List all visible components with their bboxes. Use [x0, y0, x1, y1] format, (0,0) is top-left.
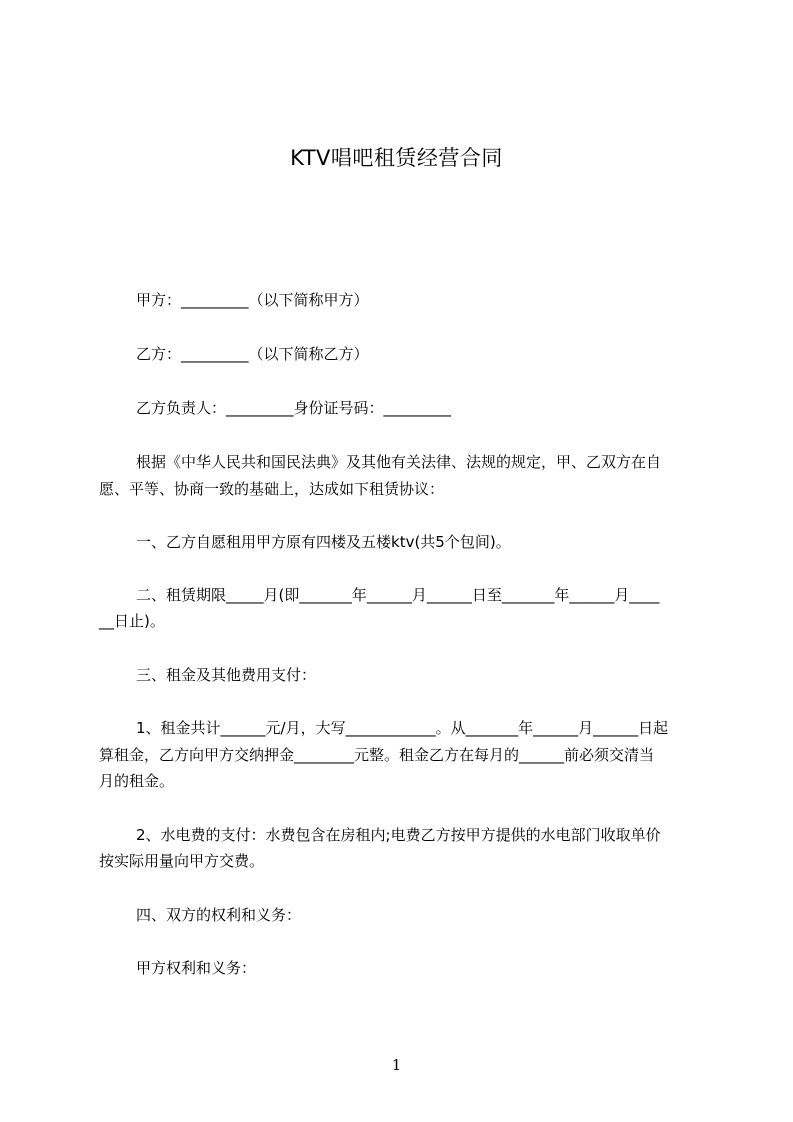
- page-number: 1: [391, 1056, 402, 1074]
- preamble-line-1: 根据《中华人民共和国民法典》及其他有关法律、法规的规定，甲、乙双方在自: [136, 453, 662, 471]
- party-a-line: 甲方：_________（以下简称甲方）: [136, 291, 369, 309]
- document-title: KTV唱吧租赁经营合同: [290, 146, 503, 170]
- clause-3-1-line-1: 1、租金共计______元/月，大写____________。从_______年______月______日起: [136, 719, 669, 737]
- clause-3-1-line-2: 算租金，乙方向甲方交纳押金________元整。租金乙方在每月的______前必须交清当: [99, 746, 655, 764]
- clause-3-2-line-1: 2、水电费的支付：水费包含在房租内;电费乙方按甲方提供的水电部门收取单价: [136, 826, 661, 844]
- clause-2-line-1: 二、租赁期限_____月(即_______年______月______日至_______年______月____: [136, 586, 660, 604]
- party-a-rights-heading: 甲方权利和义务：: [136, 959, 257, 977]
- party-b-line: 乙方：_________（以下简称乙方）: [136, 345, 369, 363]
- clause-2-line-2: __日止)。: [99, 612, 165, 630]
- clause-4-heading: 四、双方的权利和义务：: [136, 906, 302, 924]
- clause-3-1-line-3: 月的租金。: [99, 772, 175, 790]
- preamble-line-2: 愿、平等、协商一致的基础上，达成如下租赁协议：: [99, 480, 445, 498]
- party-b-representative-line: 乙方负责人：_________身份证号码：_________: [136, 399, 452, 417]
- clause-3-2-line-2: 按实际用量向甲方交费。: [99, 852, 265, 870]
- clause-1: 一、乙方自愿租用甲方原有四楼及五楼ktv(共5个包间)。: [136, 533, 511, 551]
- clause-3-heading: 三、租金及其他费用支付：: [136, 666, 317, 684]
